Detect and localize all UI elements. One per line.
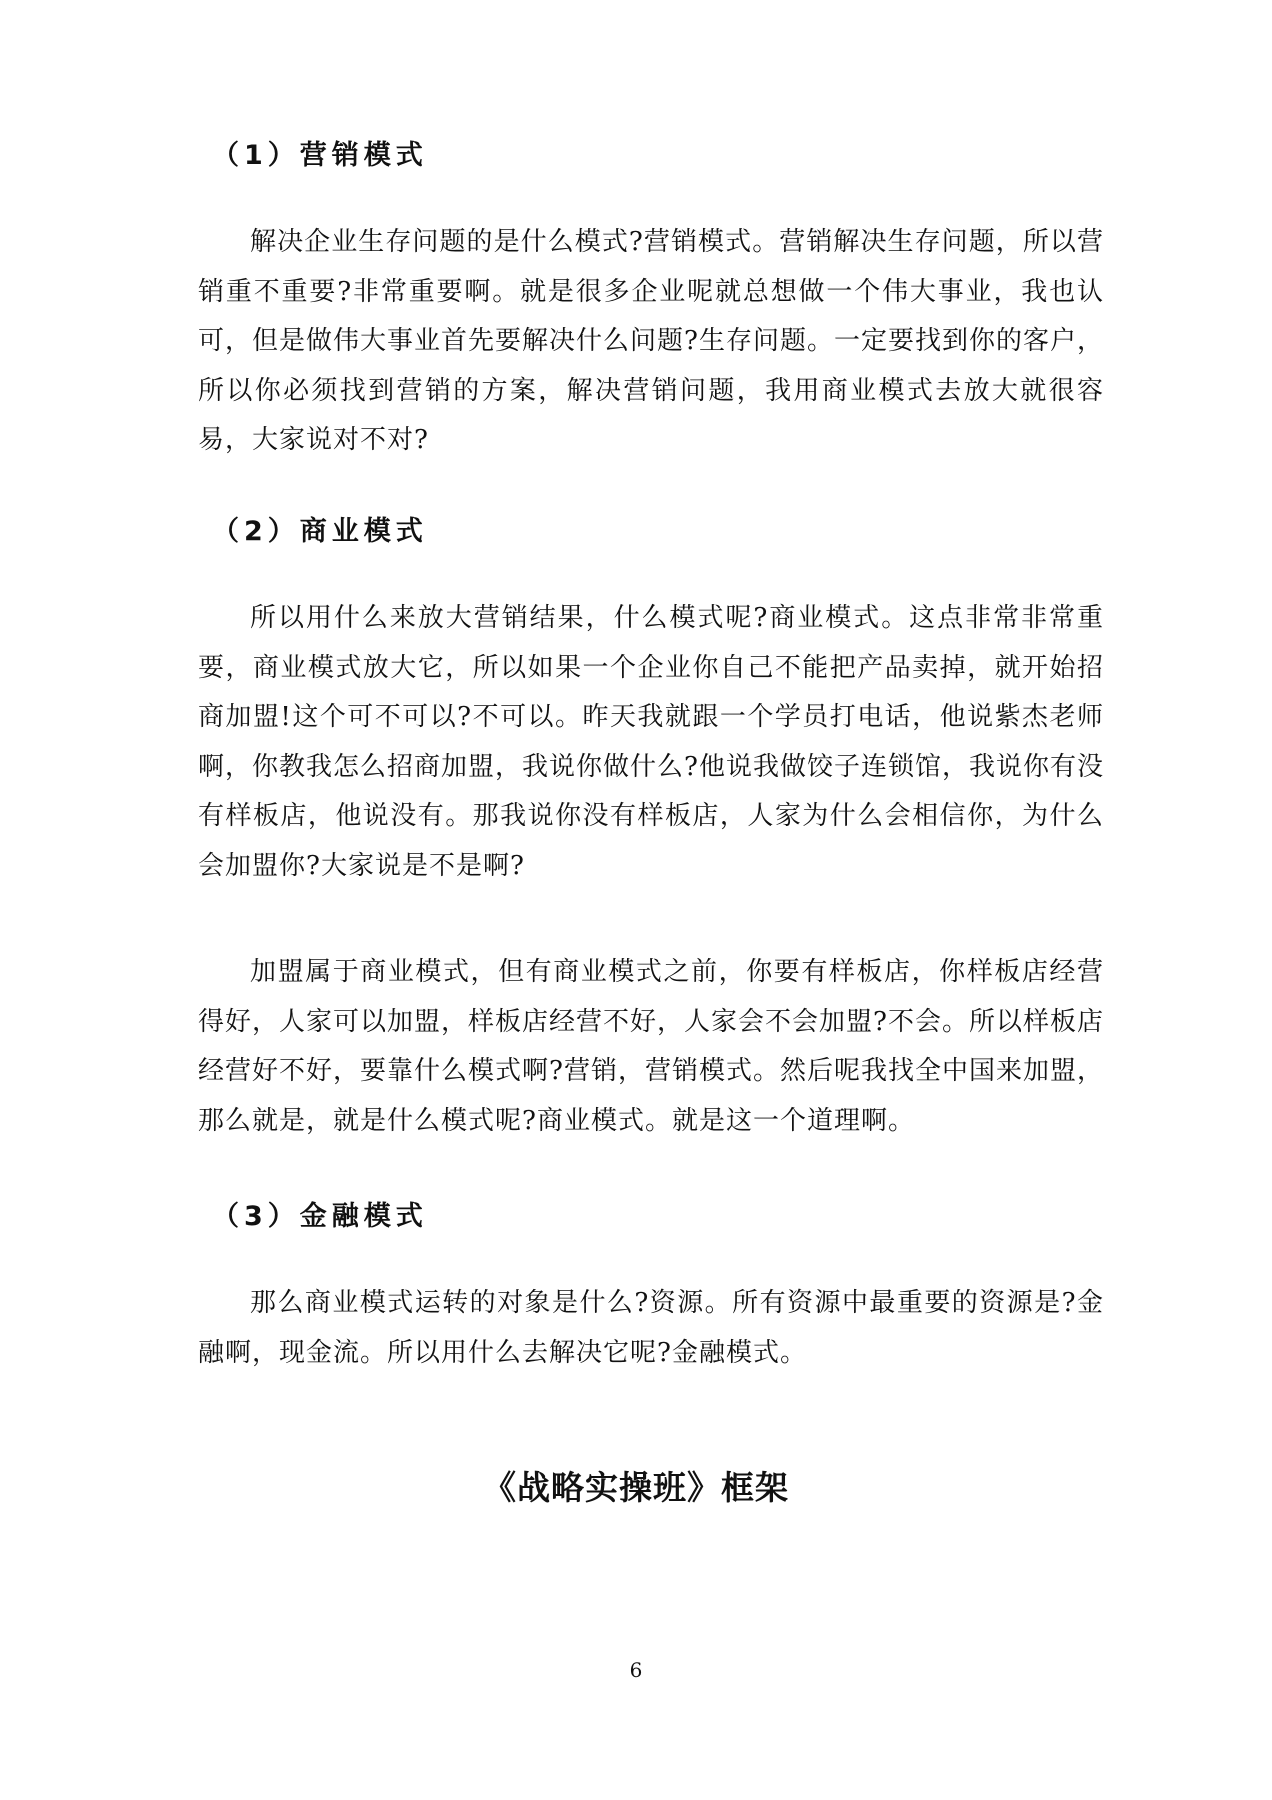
paragraph-franchise: 加盟属于商业模式，但有商业模式之前，你要有样板店，你样板店经营得好，人家可以加盟，样板店经营不好，人家会不会加盟?不会。所以样板店经营好不好，要靠什么模式啊?营销，营销模式。然后呢我找全中国来加盟，那么就是，就是什么模式呢?商业模式。就是这一个道理啊。 [198,957,1104,1136]
paragraph-finance-model: 那么商业模式运转的对象是什么?资源。所有资源中最重要的资源是?金融啊，现金流。所以用什么去解决它呢?金融模式。 [198,1288,1104,1368]
paragraph-marketing-model: 解决企业生存问题的是什么模式?营销模式。营销解决生存问题，所以营销重不重要?非常重要啊。就是很多企业呢就总想做一个伟大事业，我也认可，但是做伟大事业首先要解决什么问题?生存问题。一定要找到你的客户，所以你必须找到营销的方案，解决营销问题，我用商业模式去放大就很容易，大家说对不对? [198,227,1104,455]
section-heading-finance-model: （3）金融模式 [212,1201,428,1232]
paragraph-business-model: 所以用什么来放大营销结果，什么模式呢?商业模式。这点非常非常重要，商业模式放大它，所以如果一个企业你自己不能把产品卖掉，就开始招商加盟!这个可不可以?不可以。昨天我就跟一个学员打电话，他说紫杰老师啊，你教我怎么招商加盟，我说你做什么?他说我做饺子连锁馆，我说你有没有样板店，他说没有。那我说你没有样板店，人家为什么会相信你，为什么会加盟你?大家说是不是啊? [198,603,1104,881]
section-heading-business-model: （2）商业模式 [212,516,428,547]
framework-title: 《战略实操班》框架 [483,1468,789,1507]
section-heading-marketing-model: （1）营销模式 [212,140,428,171]
page-number: 6 [629,1658,643,1682]
